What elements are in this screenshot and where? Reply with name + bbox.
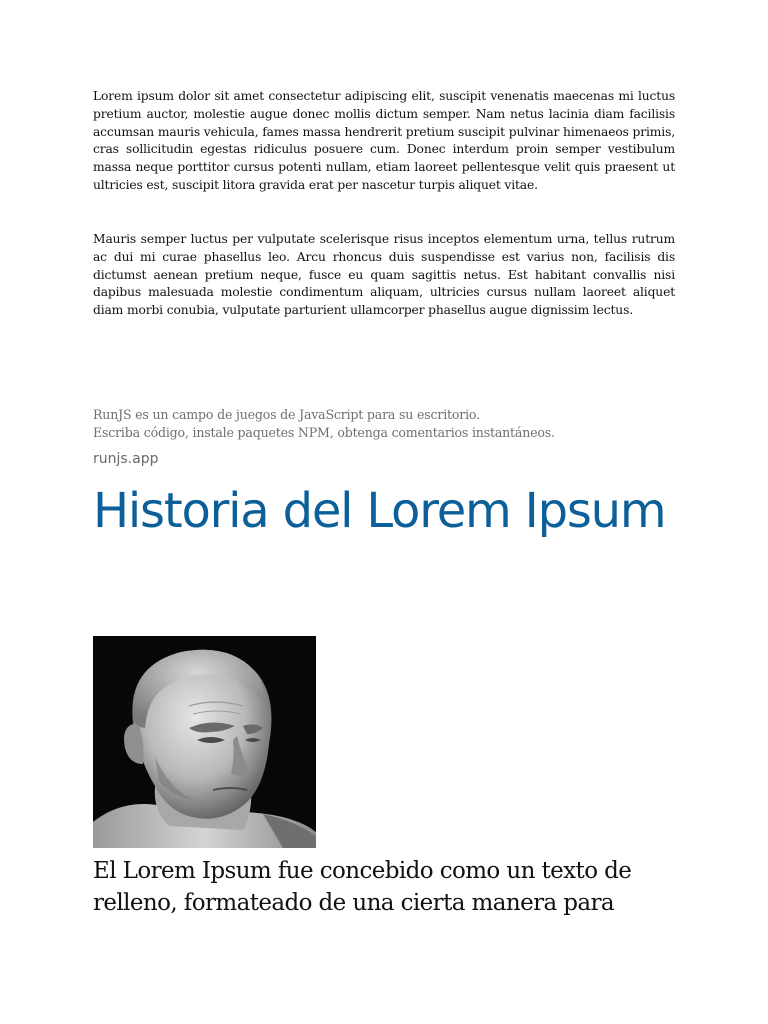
- body-paragraph-2: Mauris semper luctus per vulputate scelerisque risus inceptos elementum urna, tellus rutrum ac dui mi curae phasellus leo. Arcu rhoncus duis suspendisse est varius non, facilisis dis dictumst aenean pretium neque, fusce eu quam sagittis netus. Est habitant convallis nisi dapibus malesuada molestie condimentum aliquam, ultricies cursus nullam laoreet aliquet diam morbi conubia, vulputate parturient ullamcorper phasellus augue dignissim lectus.: [93, 232, 675, 318]
- ad-link[interactable]: runjs.app: [93, 451, 159, 467]
- portrait-image: [93, 636, 316, 848]
- article-lead: [93, 855, 693, 919]
- ad-block[interactable]: [93, 406, 693, 442]
- ad-description: Escriba código, instale paquetes NPM, obtenga comentarios instantáneos.: [93, 425, 555, 440]
- ad-tagline: RunJS es un campo de juegos de JavaScript para su escritorio.: [93, 407, 480, 422]
- bust-illustration: [93, 636, 316, 848]
- article-heading: Historia del Lorem Ipsum: [93, 483, 666, 539]
- body-paragraph-1: Lorem ipsum dolor sit amet consectetur adipiscing elit, suscipit venenatis maecenas mi luctus pretium auctor, molestie augue donec mollis dictum semper. Nam netus lacinia diam facilisis accumsan mauris vehicula, fames massa hendrerit pretium suscipit pulvinar himenaeos primis, cras sollicitudin egestas ridiculus posuere cum. Donec interdum proin semper vestibulum massa neque porttitor cursus potenti nullam, etiam laoreet pellentesque velit quis praesent ut ultricies est, suscipit litora gravida erat per nascetur turpis aliquet vitae.: [93, 89, 675, 192]
- lead-line-1: El Lorem Ipsum fue concebido como un texto de: [93, 858, 632, 884]
- lead-line-2: relleno, formateado de una cierta manera para: [93, 890, 615, 916]
